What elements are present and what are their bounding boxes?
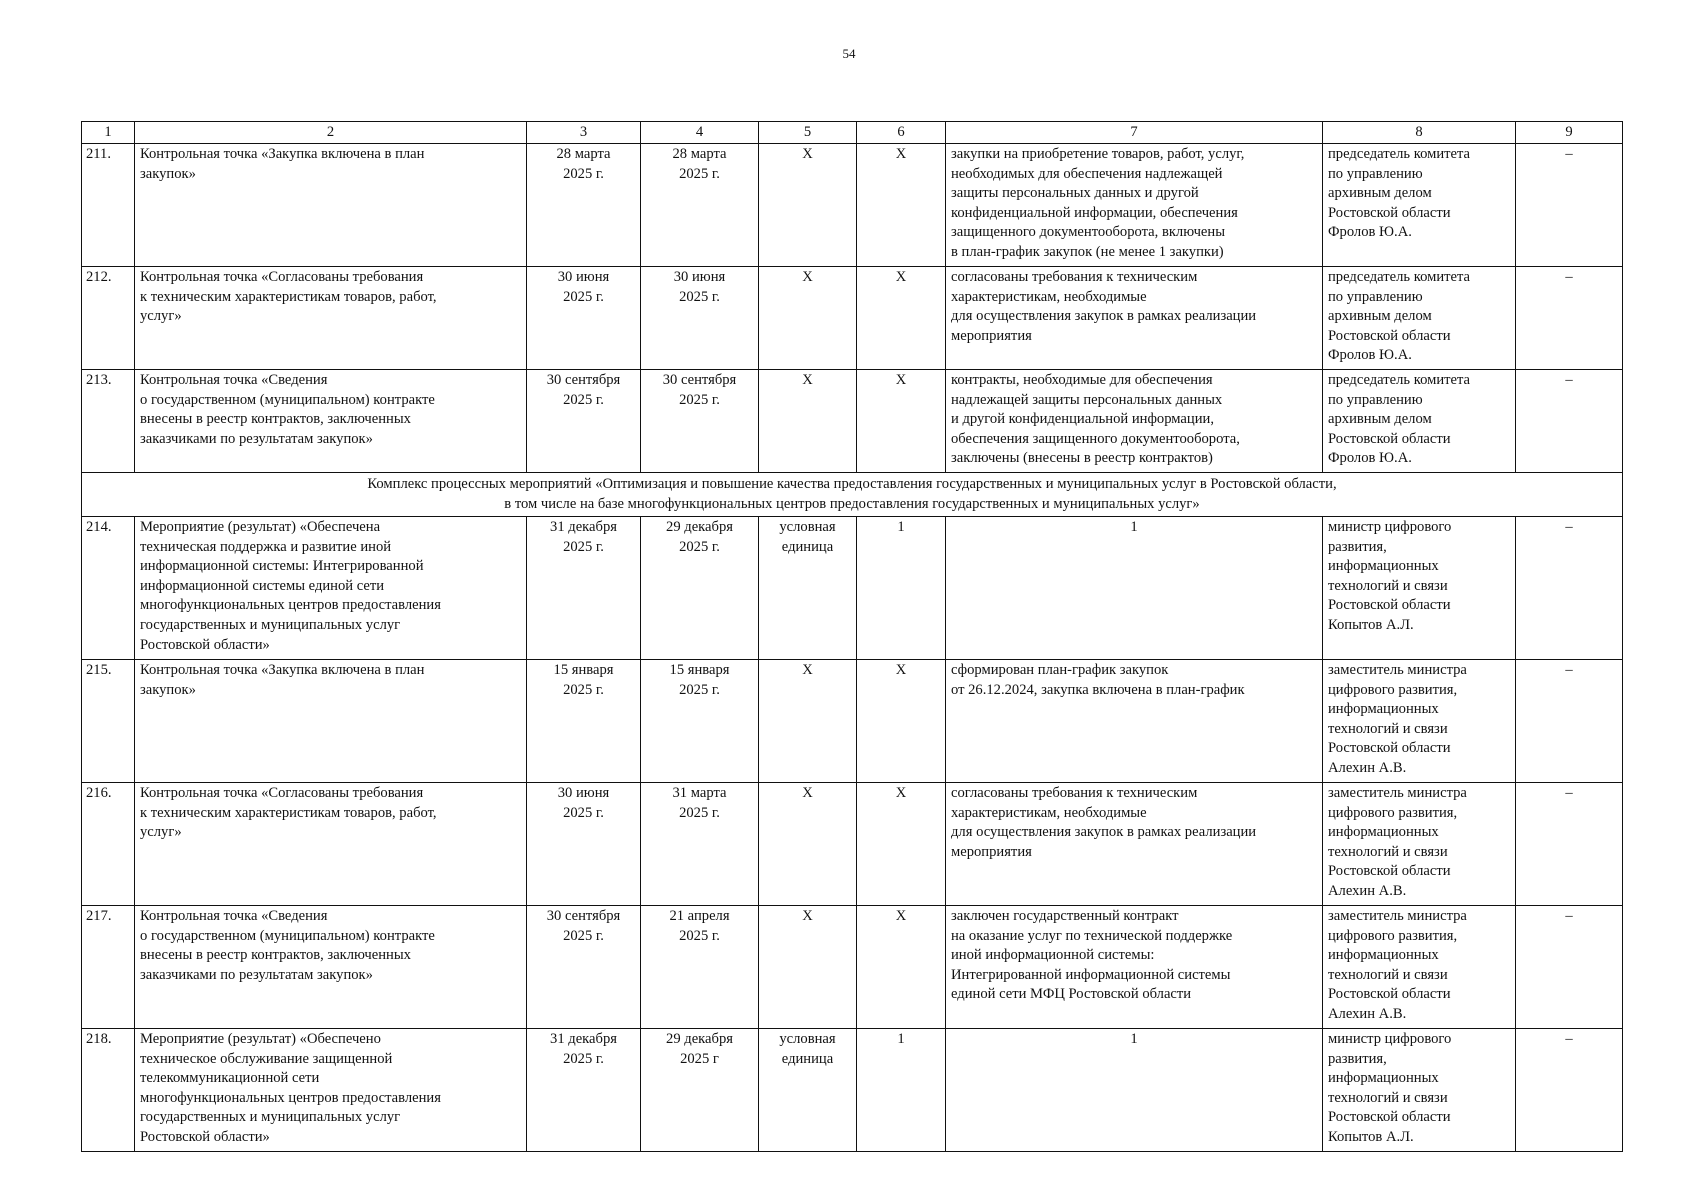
planned-date: 30 июня 2025 г. [527,783,641,906]
responsible-person: председатель комитета по управлению архивным делом Ростовской области Фролов Ю.А. [1323,370,1516,473]
header-cell: 1 [82,122,135,144]
page-number: 54 [842,46,856,61]
actual-date: 21 апреля 2025 г. [641,906,759,1029]
unit: X [759,906,857,1029]
note: – [1516,370,1623,473]
event-name: Мероприятие (результат) «Обеспечена техническая поддержка и развитие иной информационной системы: Интегрированной информационной системы единой сети многофункциональных центров предоставления государственных и муниципальных услуг Ростовской области» [135,517,527,660]
table-row [82,267,1623,370]
planned-date: 31 декабря 2025 г. [527,517,641,660]
table-row [82,1029,1623,1152]
unit: X [759,370,857,473]
planned-date: 28 марта 2025 г. [527,144,641,267]
unit: условная единица [759,1029,857,1152]
responsible-person: председатель комитета по управлению архивным делом Ростовской области Фролов Ю.А. [1323,144,1516,267]
result-description: закупки на приобретение товаров, работ, услуг, необходимых для обеспечения надлежащей защиты персональных данных и другой конфиденциальной информации, обеспечения защищенного документооборота, включены в план-график закупок (не менее 1 закупки) [946,144,1323,267]
note: – [1516,906,1623,1029]
note: – [1516,660,1623,783]
value: 1 [857,1029,946,1152]
planned-date: 30 сентября 2025 г. [527,370,641,473]
row-number: 218. [82,1029,135,1152]
responsible-person: заместитель министра цифрового развития, информационных технологий и связи Ростовской области Алехин А.В. [1323,906,1516,1029]
responsible-person: заместитель министра цифрового развития, информационных технологий и связи Ростовской области Алехин А.В. [1323,783,1516,906]
table-row [82,370,1623,473]
unit: X [759,267,857,370]
header-cell: 5 [759,122,857,144]
table-row [82,517,1623,660]
actual-date: 31 марта 2025 г. [641,783,759,906]
header-row [82,122,1623,144]
responsible-person: председатель комитета по управлению архивным делом Ростовской области Фролов Ю.А. [1323,267,1516,370]
responsible-person: министр цифрового развития, информационных технологий и связи Ростовской области Копытов А.Л. [1323,1029,1516,1152]
event-name: Контрольная точка «Согласованы требования к техническим характеристикам товаров, работ, услуг» [135,267,527,370]
row-number: 212. [82,267,135,370]
actual-date: 30 июня 2025 г. [641,267,759,370]
table-row [82,906,1623,1029]
event-name: Контрольная точка «Сведения о государственном (муниципальном) контракте внесены в реестр контрактов, заключенных заказчиками по результатам закупок» [135,906,527,1029]
value: X [857,906,946,1029]
planned-date: 30 сентября 2025 г. [527,906,641,1029]
row-number: 216. [82,783,135,906]
result-description: согласованы требования к техническим характеристикам, необходимые для осуществления закупок в рамках реализации мероприятия [946,267,1323,370]
header-cell: 2 [135,122,527,144]
table-row [82,660,1623,783]
value: 1 [857,517,946,660]
event-name: Контрольная точка «Согласованы требования к техническим характеристикам товаров, работ, услуг» [135,783,527,906]
row-number: 214. [82,517,135,660]
value: X [857,370,946,473]
event-name: Контрольная точка «Закупка включена в план закупок» [135,144,527,267]
event-name: Контрольная точка «Закупка включена в план закупок» [135,660,527,783]
row-number: 215. [82,660,135,783]
header-cell: 4 [641,122,759,144]
unit: X [759,660,857,783]
value: X [857,267,946,370]
actual-date: 29 декабря 2025 г [641,1029,759,1152]
actual-date: 29 декабря 2025 г. [641,517,759,660]
unit: условная единица [759,517,857,660]
note: – [1516,783,1623,906]
result-description: 1 [946,1029,1323,1152]
unit: X [759,783,857,906]
actual-date: 28 марта 2025 г. [641,144,759,267]
responsible-person: министр цифрового развития, информационных технологий и связи Ростовской области Копытов А.Л. [1323,517,1516,660]
planned-date: 30 июня 2025 г. [527,267,641,370]
value: X [857,660,946,783]
note: – [1516,517,1623,660]
planned-date: 15 января 2025 г. [527,660,641,783]
header-cell: 3 [527,122,641,144]
header-cell: 7 [946,122,1323,144]
result-description: сформирован план-график закупок от 26.12.2024, закупка включена в план-график [946,660,1323,783]
actual-date: 15 января 2025 г. [641,660,759,783]
planned-date: 31 декабря 2025 г. [527,1029,641,1152]
section-row [82,473,1623,517]
unit: X [759,144,857,267]
result-description: 1 [946,517,1323,660]
header-cell: 6 [857,122,946,144]
header-cell: 9 [1516,122,1623,144]
event-name: Контрольная точка «Сведения о государственном (муниципальном) контракте внесены в реестр контрактов, заключенных заказчиками по результатам закупок» [135,370,527,473]
table-row [82,783,1623,906]
table-row [82,144,1623,267]
result-description: согласованы требования к техническим характеристикам, необходимые для осуществления закупок в рамках реализации мероприятия [946,783,1323,906]
responsible-person: заместитель министра цифрового развития, информационных технологий и связи Ростовской области Алехин А.В. [1323,660,1516,783]
result-description: заключен государственный контракт на оказание услуг по технической поддержке иной информационной системы: Интегрированной информационной системы единой сети МФЦ Ростовской области [946,906,1323,1029]
report-table [81,121,1623,1152]
row-number: 211. [82,144,135,267]
note: – [1516,1029,1623,1152]
row-number: 213. [82,370,135,473]
note: – [1516,144,1623,267]
note: – [1516,267,1623,370]
actual-date: 30 сентября 2025 г. [641,370,759,473]
value: X [857,783,946,906]
value: X [857,144,946,267]
row-number: 217. [82,906,135,1029]
event-name: Мероприятие (результат) «Обеспечено техническое обслуживание защищенной телекоммуникационной сети многофункциональных центров предоставления государственных и муниципальных услуг Ростовской области» [135,1029,527,1152]
section-title: Комплекс процессных мероприятий «Оптимизация и повышение качества предоставления государственных и муниципальных услуг в Ростовской области, в том числе на базе многофункциональных центров предоставления государственных и муниципальных услуг» [82,473,1623,517]
result-description: контракты, необходимые для обеспечения надлежащей защиты персональных данных и другой конфиденциальной информации, обеспечения защищенного документооборота, заключены (внесены в реестр контрактов) [946,370,1323,473]
header-cell: 8 [1323,122,1516,144]
